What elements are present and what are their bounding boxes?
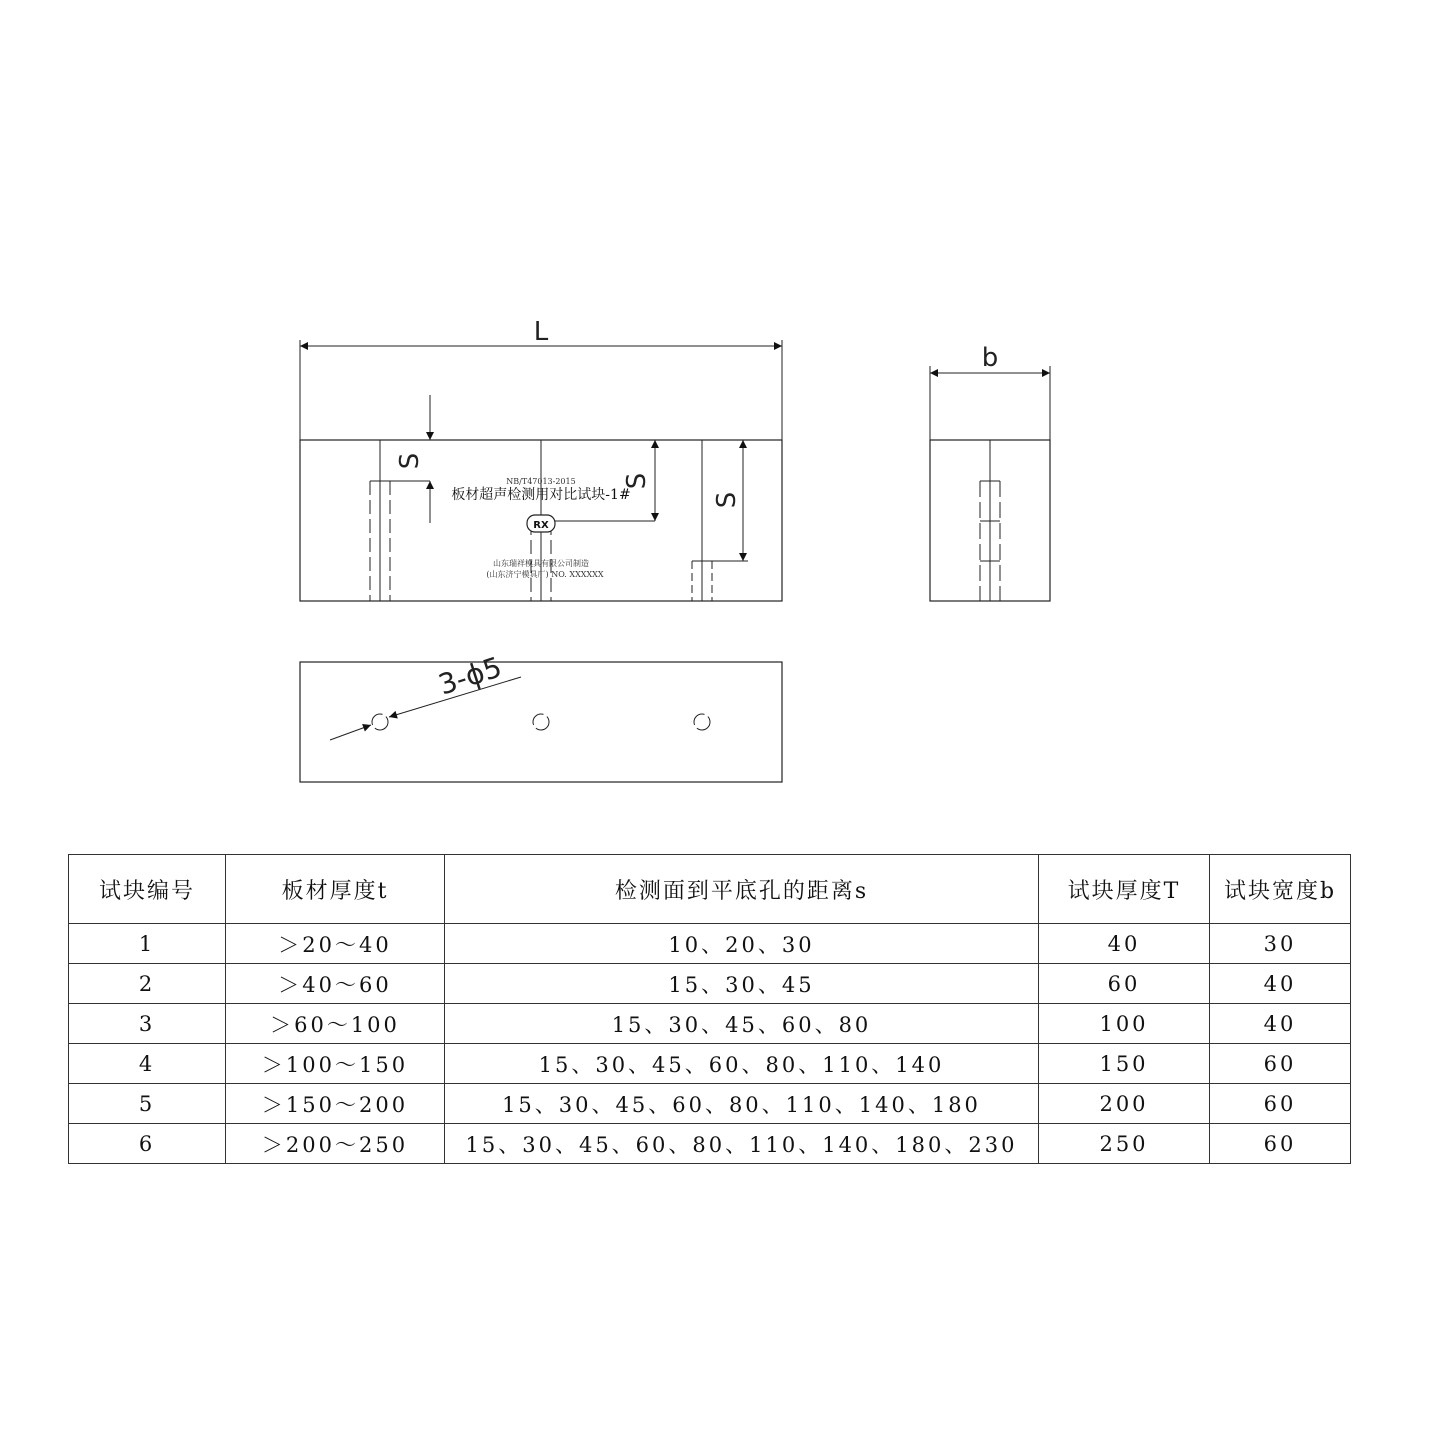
cell-distances: 15、30、45、60、80、110、140、180、230 — [445, 1124, 1039, 1164]
hole-circle-center — [533, 714, 549, 730]
cell-id: 1 — [69, 924, 226, 964]
table-row — [69, 1124, 1351, 1164]
cell-block-width: 40 — [1210, 964, 1351, 1004]
header-block-id: 试块编号 — [69, 855, 226, 924]
cell-thickness: ＞60～100 — [226, 1004, 445, 1044]
plate-standard: NB/T47013-2015 — [506, 477, 576, 486]
maker-logo — [527, 515, 555, 532]
cell-distances: 15、30、45、60、80、110、140 — [445, 1044, 1039, 1084]
cell-block-thickness: 200 — [1039, 1084, 1210, 1124]
plate-maker: 山东瑞祥模具有限公司制造 — [493, 559, 589, 568]
header-block-thickness: 试块厚度T — [1039, 855, 1210, 924]
flat-bottom-hole-right — [692, 440, 748, 601]
spec-table — [68, 854, 1351, 1164]
table-row — [69, 964, 1351, 1004]
dimension-length — [300, 340, 782, 440]
dim-length-label: L — [533, 317, 549, 347]
hole-circle-left — [372, 714, 388, 730]
cell-block-thickness: 150 — [1039, 1044, 1210, 1084]
table-row — [69, 1044, 1351, 1084]
plate-title: 板材超声检测用对比试块-1# — [451, 487, 631, 503]
cell-thickness: ＞150～200 — [226, 1084, 445, 1124]
cell-distances: 15、30、45 — [445, 964, 1039, 1004]
plate-serial: (山东济宁模具厂) NO. XXXXXX — [486, 570, 604, 579]
logo-text: RX — [533, 520, 549, 531]
cell-distances: 15、30、45、60、80、110、140、180 — [445, 1084, 1039, 1124]
header-block-width: 试块宽度b — [1210, 855, 1351, 924]
cell-block-thickness: 40 — [1039, 924, 1210, 964]
cell-block-thickness: 60 — [1039, 964, 1210, 1004]
hole-callout-leader — [330, 677, 521, 740]
cell-block-thickness: 100 — [1039, 1004, 1210, 1044]
cell-thickness: ＞100～150 — [226, 1044, 445, 1084]
cell-id: 5 — [69, 1084, 226, 1124]
cell-id: 2 — [69, 964, 226, 1004]
table-row — [69, 924, 1351, 964]
cell-block-width: 60 — [1210, 1044, 1351, 1084]
cell-thickness: ＞200～250 — [226, 1124, 445, 1164]
dim-s-label-left: S — [395, 452, 425, 470]
hole-callout-label: 3-ϕ5 — [434, 650, 506, 702]
side-view — [930, 366, 1050, 601]
dim-width-label: b — [981, 343, 999, 373]
header-hole-distance: 检测面到平底孔的距离s — [445, 855, 1039, 924]
cell-thickness: ＞20～40 — [226, 924, 445, 964]
dim-s-label-right: S — [712, 491, 742, 509]
dim-s-label-center: S — [622, 472, 652, 490]
cell-id: 6 — [69, 1124, 226, 1164]
dimension-width — [930, 366, 1050, 440]
cell-block-width: 60 — [1210, 1124, 1351, 1164]
cell-block-thickness: 250 — [1039, 1124, 1210, 1164]
hole-circle-right — [694, 714, 710, 730]
cell-block-width: 60 — [1210, 1084, 1351, 1124]
cell-distances: 10、20、30 — [445, 924, 1039, 964]
cell-id: 4 — [69, 1044, 226, 1084]
top-view — [300, 662, 782, 782]
cell-block-width: 40 — [1210, 1004, 1351, 1044]
cell-block-width: 30 — [1210, 924, 1351, 964]
header-plate-thickness: 板材厚度t — [226, 855, 445, 924]
cell-thickness: ＞40～60 — [226, 964, 445, 1004]
cell-distances: 15、30、45、60、80 — [445, 1004, 1039, 1044]
cell-id: 3 — [69, 1004, 226, 1044]
table-row — [69, 1004, 1351, 1044]
table-row — [69, 1084, 1351, 1124]
table-header-row — [69, 855, 1351, 924]
